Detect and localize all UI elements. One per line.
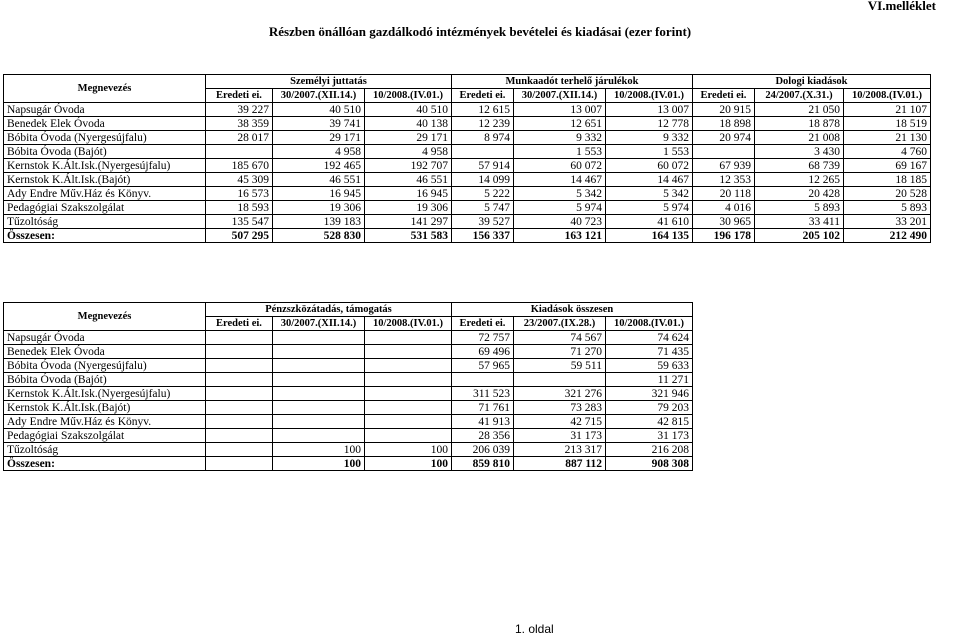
value-cell: 40 138 [365,117,452,131]
value-cell: 60 072 [606,159,693,173]
value-cell: 11 271 [606,373,693,387]
value-cell: 100 [365,443,452,457]
value-cell [365,401,452,415]
value-cell: 14 467 [514,173,606,187]
group-header: Személyi juttatás [206,75,452,89]
value-cell: 41 913 [452,415,514,429]
group-header: Dologi kiadások [693,75,931,89]
value-cell: 12 239 [452,117,514,131]
value-cell: 73 283 [514,401,606,415]
subheader-cell: 10/2008.(IV.01.) [365,317,452,331]
value-cell [206,429,273,443]
value-cell [273,429,365,443]
annex-label: VI.melléklet [867,0,936,13]
value-cell: 79 203 [606,401,693,415]
subheader-cell: Eredeti ei. [452,89,514,103]
group-header: Pénzszközátadás, támogatás [206,303,452,317]
value-cell: 531 583 [365,229,452,243]
value-cell: 40 723 [514,215,606,229]
value-cell [452,145,514,159]
table-row [4,415,693,429]
total-row [4,457,693,471]
value-cell: 46 551 [273,173,365,187]
subheader-cell: 24/2007.(X.31.) [755,89,844,103]
value-cell: 31 173 [606,429,693,443]
value-cell: 887 112 [514,457,606,471]
subheader-cell: Eredeti ei. [693,89,755,103]
value-cell [273,401,365,415]
value-cell: 20 915 [693,103,755,117]
group-header: Munkaadót terhelő járulékok [452,75,693,89]
value-cell: 100 [273,443,365,457]
value-cell: 9 332 [514,131,606,145]
value-cell: 71 270 [514,345,606,359]
value-cell: 135 547 [206,215,273,229]
group-header-row [4,75,931,89]
value-cell: 212 490 [844,229,931,243]
value-cell: 4 016 [693,201,755,215]
column-header-megnevezes: Megnevezés [4,303,206,331]
value-cell: 196 178 [693,229,755,243]
value-cell: 5 893 [844,201,931,215]
table-row [4,373,693,387]
value-cell: 5 222 [452,187,514,201]
group-header: Kiadások összesen [452,303,693,317]
row-name: Pedagógiai Szakszolgálat [4,429,206,443]
table-row [4,443,693,457]
table-row [4,359,693,373]
value-cell: 20 118 [693,187,755,201]
subheader-cell: 23/2007.(IX.28.) [514,317,606,331]
value-cell: 71 435 [606,345,693,359]
value-cell: 192 465 [273,159,365,173]
value-cell: 213 317 [514,443,606,457]
value-cell: 29 171 [365,131,452,145]
row-name: Tűzoltóság [4,443,206,457]
value-cell [206,345,273,359]
value-cell [206,387,273,401]
row-name: Benedek Elek Óvoda [4,117,206,131]
table-row [4,187,931,201]
value-cell: 12 353 [693,173,755,187]
row-name: Bóbita Óvoda (Bajót) [4,373,206,387]
table-row [4,145,931,159]
value-cell: 3 430 [755,145,844,159]
value-cell [452,373,514,387]
value-cell: 13 007 [606,103,693,117]
value-cell: 14 467 [606,173,693,187]
value-cell: 68 739 [755,159,844,173]
value-cell: 5 974 [606,201,693,215]
value-cell: 9 332 [606,131,693,145]
value-cell: 41 610 [606,215,693,229]
column-header-megnevezes: Megnevezés [4,75,206,103]
value-cell: 21 050 [755,103,844,117]
value-cell: 57 914 [452,159,514,173]
value-cell: 100 [365,457,452,471]
row-name: Bóbita Óvoda (Bajót) [4,145,206,159]
value-cell: 59 633 [606,359,693,373]
subheader-cell: Eredeti ei. [452,317,514,331]
value-cell: 16 573 [206,187,273,201]
value-cell [206,331,273,345]
value-cell: 528 830 [273,229,365,243]
value-cell [273,387,365,401]
value-cell: 45 309 [206,173,273,187]
page-title: Részben önállóan gazdálkodó intézmények bevételei és kiadásai (ezer forint) [268,24,692,39]
value-cell: 30 965 [693,215,755,229]
value-cell: 5 893 [755,201,844,215]
value-cell: 46 551 [365,173,452,187]
value-cell: 20 974 [693,131,755,145]
value-cell: 18 185 [844,173,931,187]
table-row [4,159,931,173]
row-name: Ady Endre Műv.Ház és Könyv. [4,187,206,201]
value-cell: 21 130 [844,131,931,145]
value-cell: 60 072 [514,159,606,173]
value-cell: 18 593 [206,201,273,215]
subheader-cell: 30/2007.(XII.14.) [273,317,365,331]
value-cell: 28 017 [206,131,273,145]
value-cell: 859 810 [452,457,514,471]
value-cell: 206 039 [452,443,514,457]
value-cell: 5 342 [606,187,693,201]
value-cell: 59 511 [514,359,606,373]
value-cell [365,373,452,387]
value-cell: 4 760 [844,145,931,159]
table-row [4,103,931,117]
page-number: 1. oldal [515,622,554,636]
value-cell: 57 965 [452,359,514,373]
value-cell [273,373,365,387]
subheader-cell: 10/2008.(IV.01.) [606,89,693,103]
row-name: Napsugár Óvoda [4,331,206,345]
row-name: Összesen: [4,229,206,243]
value-cell: 18 878 [755,117,844,131]
table-row [4,117,931,131]
value-cell: 31 173 [514,429,606,443]
value-cell: 164 135 [606,229,693,243]
value-cell [206,457,273,471]
row-name: Pedagógiai Szakszolgálat [4,201,206,215]
value-cell: 12 265 [755,173,844,187]
value-cell [365,345,452,359]
value-cell: 507 295 [206,229,273,243]
value-cell: 19 306 [273,201,365,215]
value-cell: 18 519 [844,117,931,131]
table-row [4,201,931,215]
row-name: Bóbita Óvoda (Nyergesújfalu) [4,131,206,145]
value-cell [365,331,452,345]
row-name: Kernstok K.Ált.Isk.(Bajót) [4,401,206,415]
value-cell: 42 715 [514,415,606,429]
value-cell: 21 107 [844,103,931,117]
value-cell: 311 523 [452,387,514,401]
value-cell [365,359,452,373]
value-cell [273,345,365,359]
value-cell: 192 707 [365,159,452,173]
row-name: Összesen: [4,457,206,471]
subheader-cell: 30/2007.(XII.14.) [273,89,365,103]
value-cell: 20 528 [844,187,931,201]
row-name: Kernstok K.Ált.Isk.(Nyergesújfalu) [4,159,206,173]
value-cell: 141 297 [365,215,452,229]
value-cell: 100 [273,457,365,471]
value-cell: 185 670 [206,159,273,173]
row-name: Kernstok K.Ált.Isk.(Nyergesújfalu) [4,387,206,401]
value-cell: 1 553 [606,145,693,159]
value-cell [365,415,452,429]
value-cell: 42 815 [606,415,693,429]
expenses-table [3,74,931,243]
value-cell [206,359,273,373]
table-row [4,331,693,345]
row-name: Ady Endre Műv.Ház és Könyv. [4,415,206,429]
table-row [4,429,693,443]
value-cell: 28 356 [452,429,514,443]
transfers-table [3,302,693,471]
value-cell: 14 099 [452,173,514,187]
subheader-cell: 10/2008.(IV.01.) [365,89,452,103]
value-cell: 40 510 [365,103,452,117]
value-cell: 321 946 [606,387,693,401]
value-cell: 216 208 [606,443,693,457]
table-row [4,401,693,415]
subheader-cell: Eredeti ei. [206,89,273,103]
value-cell: 5 342 [514,187,606,201]
row-name: Napsugár Óvoda [4,103,206,117]
value-cell: 39 227 [206,103,273,117]
row-name: Benedek Elek Óvoda [4,345,206,359]
value-cell [365,429,452,443]
subheader-cell: 10/2008.(IV.01.) [606,317,693,331]
value-cell [365,387,452,401]
value-cell: 5 747 [452,201,514,215]
row-name: Tűzoltóság [4,215,206,229]
value-cell: 71 761 [452,401,514,415]
value-cell: 29 171 [273,131,365,145]
value-cell: 16 945 [365,187,452,201]
value-cell: 39 741 [273,117,365,131]
value-cell [206,401,273,415]
value-cell: 33 411 [755,215,844,229]
value-cell: 69 496 [452,345,514,359]
value-cell: 74 567 [514,331,606,345]
value-cell: 38 359 [206,117,273,131]
row-name: Bóbita Óvoda (Nyergesújfalu) [4,359,206,373]
value-cell [273,415,365,429]
value-cell: 139 183 [273,215,365,229]
table-row [4,173,931,187]
subheader-cell: Eredeti ei. [206,317,273,331]
value-cell: 1 553 [514,145,606,159]
table-row [4,387,693,401]
value-cell [206,373,273,387]
value-cell [273,359,365,373]
value-cell: 72 757 [452,331,514,345]
value-cell: 16 945 [273,187,365,201]
subheader-cell: 30/2007.(XII.14.) [514,89,606,103]
value-cell: 13 007 [514,103,606,117]
value-cell: 12 615 [452,103,514,117]
value-cell: 12 651 [514,117,606,131]
value-cell: 156 337 [452,229,514,243]
value-cell: 21 008 [755,131,844,145]
value-cell: 74 624 [606,331,693,345]
value-cell: 69 167 [844,159,931,173]
value-cell: 12 778 [606,117,693,131]
value-cell [206,415,273,429]
group-header-row [4,303,693,317]
table-row [4,215,931,229]
value-cell: 4 958 [365,145,452,159]
value-cell: 4 958 [273,145,365,159]
value-cell: 18 898 [693,117,755,131]
value-cell [206,145,273,159]
value-cell [693,145,755,159]
value-cell: 40 510 [273,103,365,117]
total-row [4,229,931,243]
row-name: Kernstok K.Ált.Isk.(Bajót) [4,173,206,187]
value-cell: 19 306 [365,201,452,215]
value-cell: 321 276 [514,387,606,401]
value-cell [206,443,273,457]
subheader-cell: 10/2008.(IV.01.) [844,89,931,103]
value-cell [514,373,606,387]
value-cell: 67 939 [693,159,755,173]
value-cell: 205 102 [755,229,844,243]
value-cell [273,331,365,345]
value-cell: 8 974 [452,131,514,145]
value-cell: 908 308 [606,457,693,471]
table-row [4,345,693,359]
value-cell: 163 121 [514,229,606,243]
value-cell: 33 201 [844,215,931,229]
table-row [4,131,931,145]
value-cell: 39 527 [452,215,514,229]
value-cell: 20 428 [755,187,844,201]
value-cell: 5 974 [514,201,606,215]
